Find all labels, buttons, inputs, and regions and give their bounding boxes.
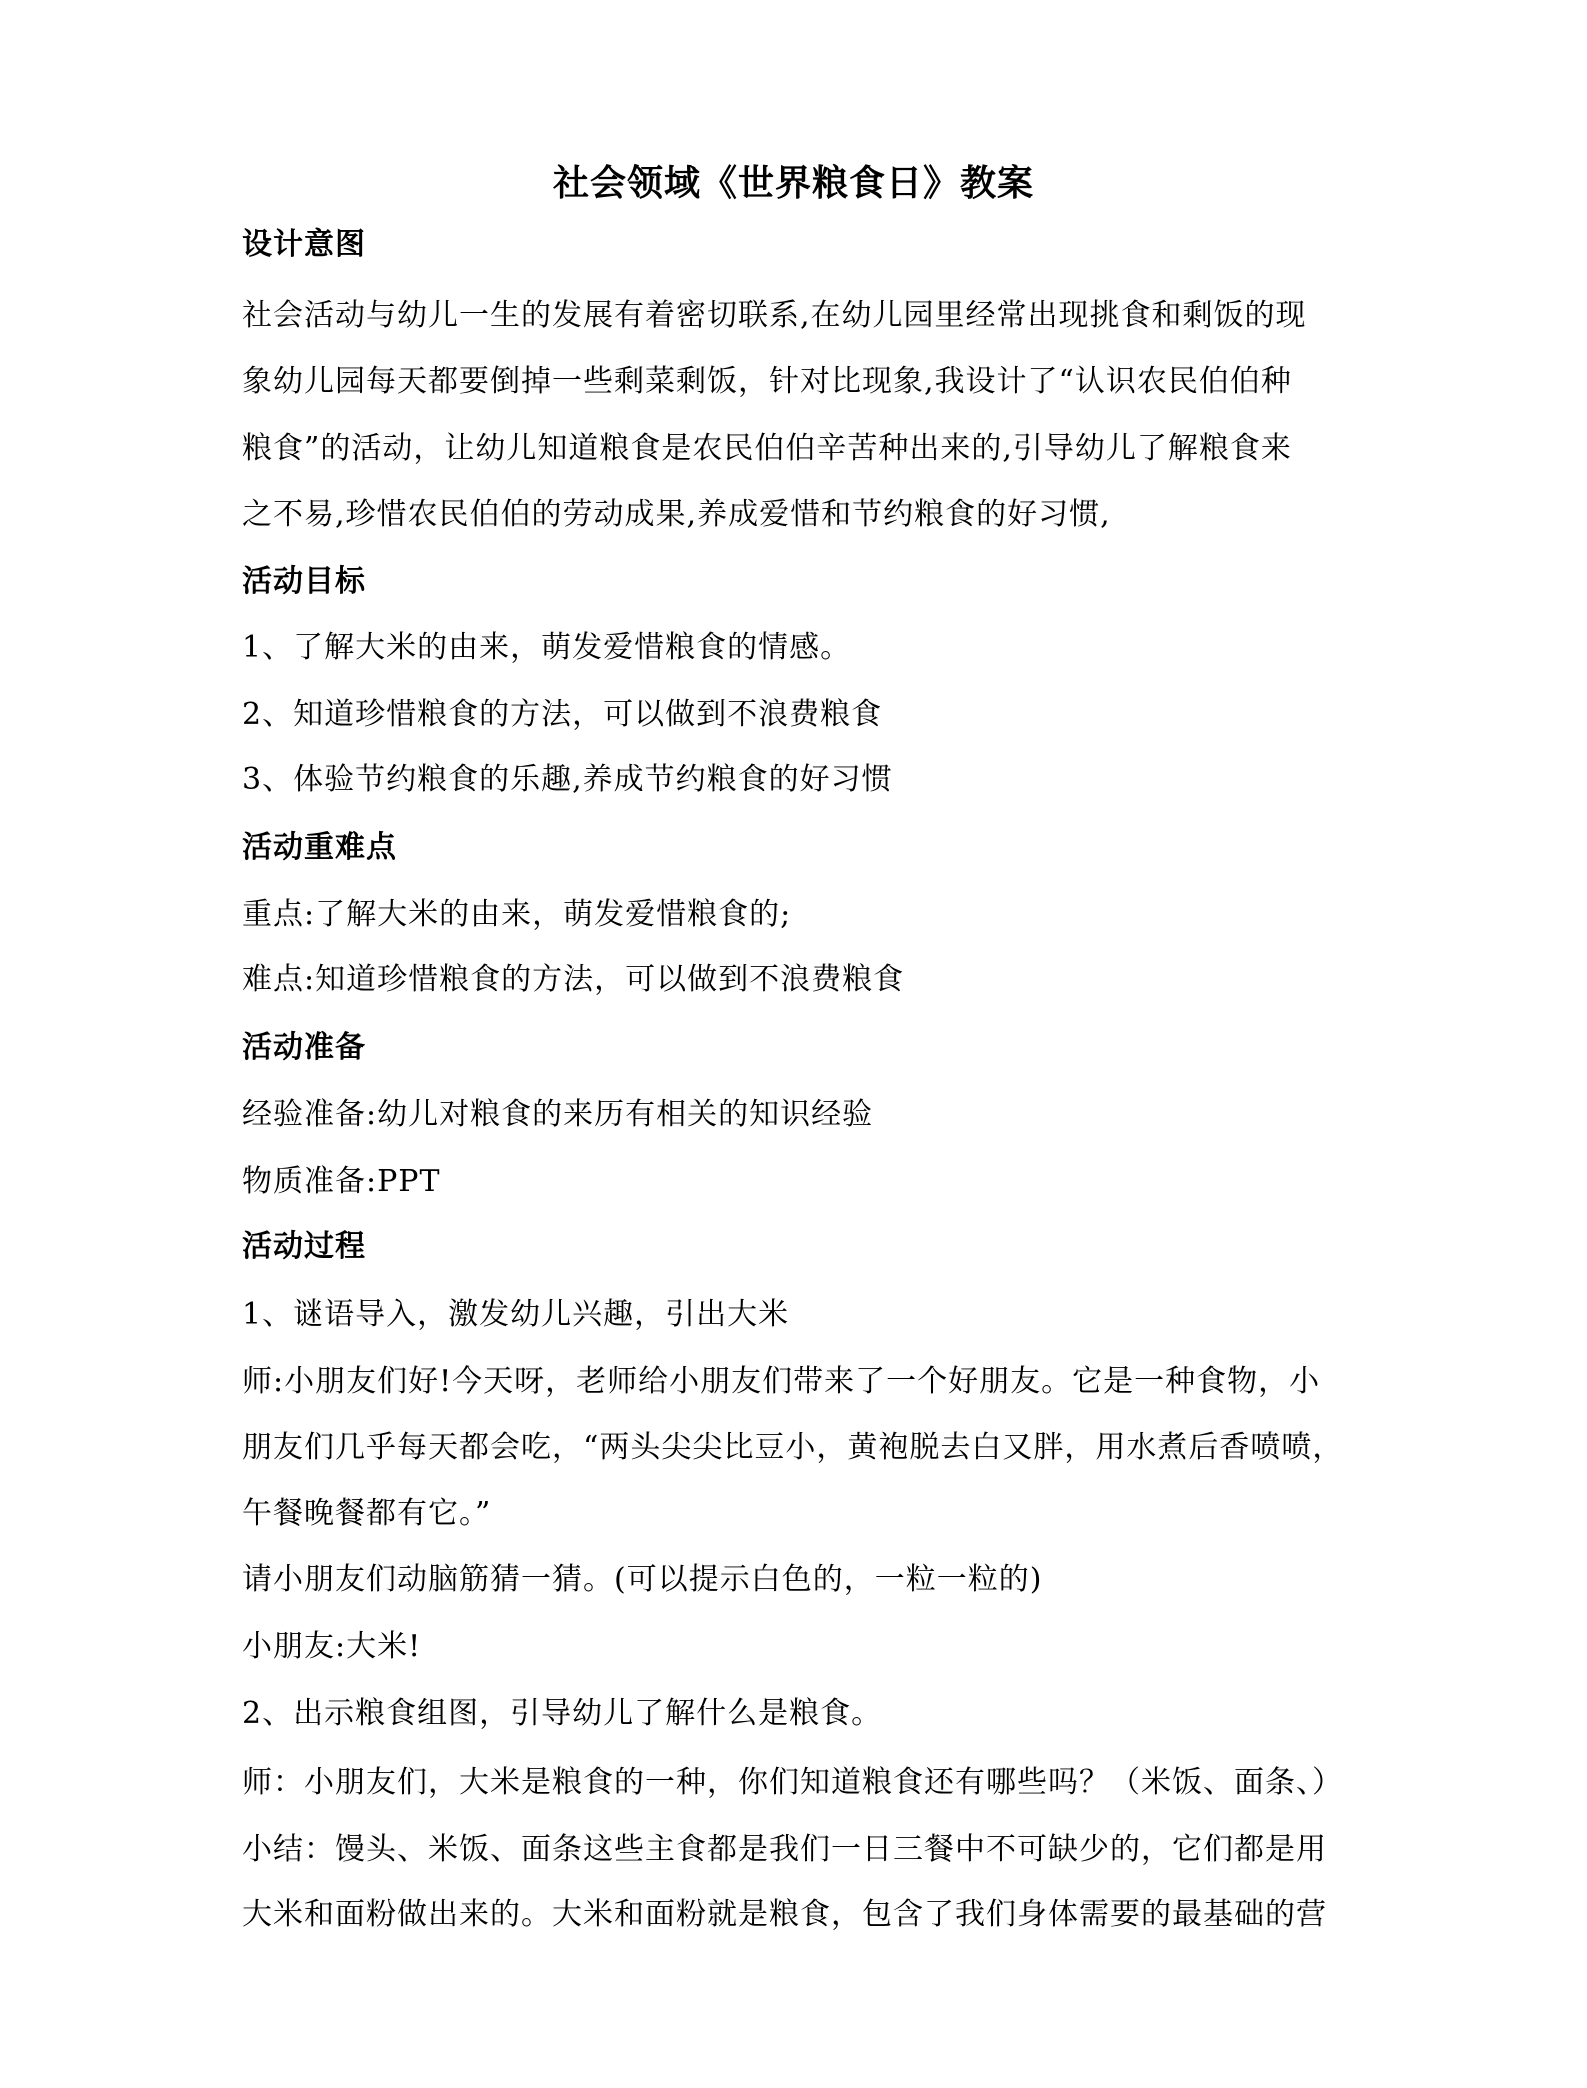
paragraph-line: 物质准备:PPT [242, 1164, 441, 1199]
paragraph-line: 小结：馒头、米饭、面条这些主食都是我们一日三餐中不可缺少的，它们都是用 [242, 1832, 1327, 1867]
paragraph-line: 之不易,珍惜农民伯伯的劳动成果,养成爱惜和节约粮食的好习惯, [242, 497, 1111, 532]
paragraph-line: 朋友们几乎每天都会吃，“两头尖尖比豆小，黄袍脱去白又胖，用水煮后香喷喷， [242, 1430, 1344, 1465]
section-heading-process: 活动过程 [242, 1229, 366, 1264]
paragraph-line: 师:小朋友们好!今天呀，老师给小朋友们带来了一个好朋友。它是一种食物，小 [242, 1364, 1321, 1399]
paragraph-line: 难点:知道珍惜粮食的方法，可以做到不浪费粮食 [242, 962, 905, 997]
paragraph-line: 大米和面粉做出来的。大米和面粉就是粮食，包含了我们身体需要的最基础的营 [242, 1897, 1327, 1932]
list-item: 1、谜语导入，激发幼儿兴趣，引出大米 [242, 1297, 790, 1332]
paragraph-line: 象幼儿园每天都要倒掉一些剩菜剩饭，针对比现象,我设计了“认识农民伯伯种 [242, 364, 1292, 399]
section-heading-design-intent: 设计意图 [242, 227, 366, 262]
paragraph-line: 师：小朋友们，大米是粮食的一种，你们知道粮食还有哪些吗？（米饭、面条、） [242, 1765, 1343, 1800]
section-heading-objectives: 活动目标 [242, 564, 366, 599]
paragraph-line: 经验准备:幼儿对粮食的来历有相关的知识经验 [242, 1097, 874, 1132]
list-item: 2、知道珍惜粮食的方法，可以做到不浪费粮食 [242, 697, 883, 732]
document-title: 社会领域《世界粮食日》教案 [552, 162, 1034, 204]
paragraph-line: 小朋友:大米! [242, 1629, 422, 1664]
paragraph-line: 社会活动与幼儿一生的发展有着密切联系,在幼儿园里经常出现挑食和剩饭的现 [242, 298, 1307, 333]
section-heading-key-points: 活动重难点 [242, 830, 397, 865]
paragraph-line: 请小朋友们动脑筋猜一猜。(可以提示白色的，一粒一粒的) [242, 1562, 1043, 1597]
list-item: 2、出示粮食组图，引导幼儿了解什么是粮食。 [242, 1696, 883, 1731]
list-item: 1、了解大米的由来，萌发爱惜粮食的情感。 [242, 630, 852, 665]
paragraph-line: 午餐晚餐都有它。” [242, 1496, 492, 1531]
list-item: 3、体验节约粮食的乐趣,养成节约粮食的好习惯 [242, 762, 893, 797]
paragraph-line: 重点:了解大米的由来，萌发爱惜粮食的; [242, 897, 792, 932]
paragraph-line: 粮食”的活动，让幼儿知道粮食是农民伯伯辛苦种出来的,引导幼儿了解粮食来 [242, 431, 1292, 466]
section-heading-preparation: 活动准备 [242, 1030, 366, 1065]
